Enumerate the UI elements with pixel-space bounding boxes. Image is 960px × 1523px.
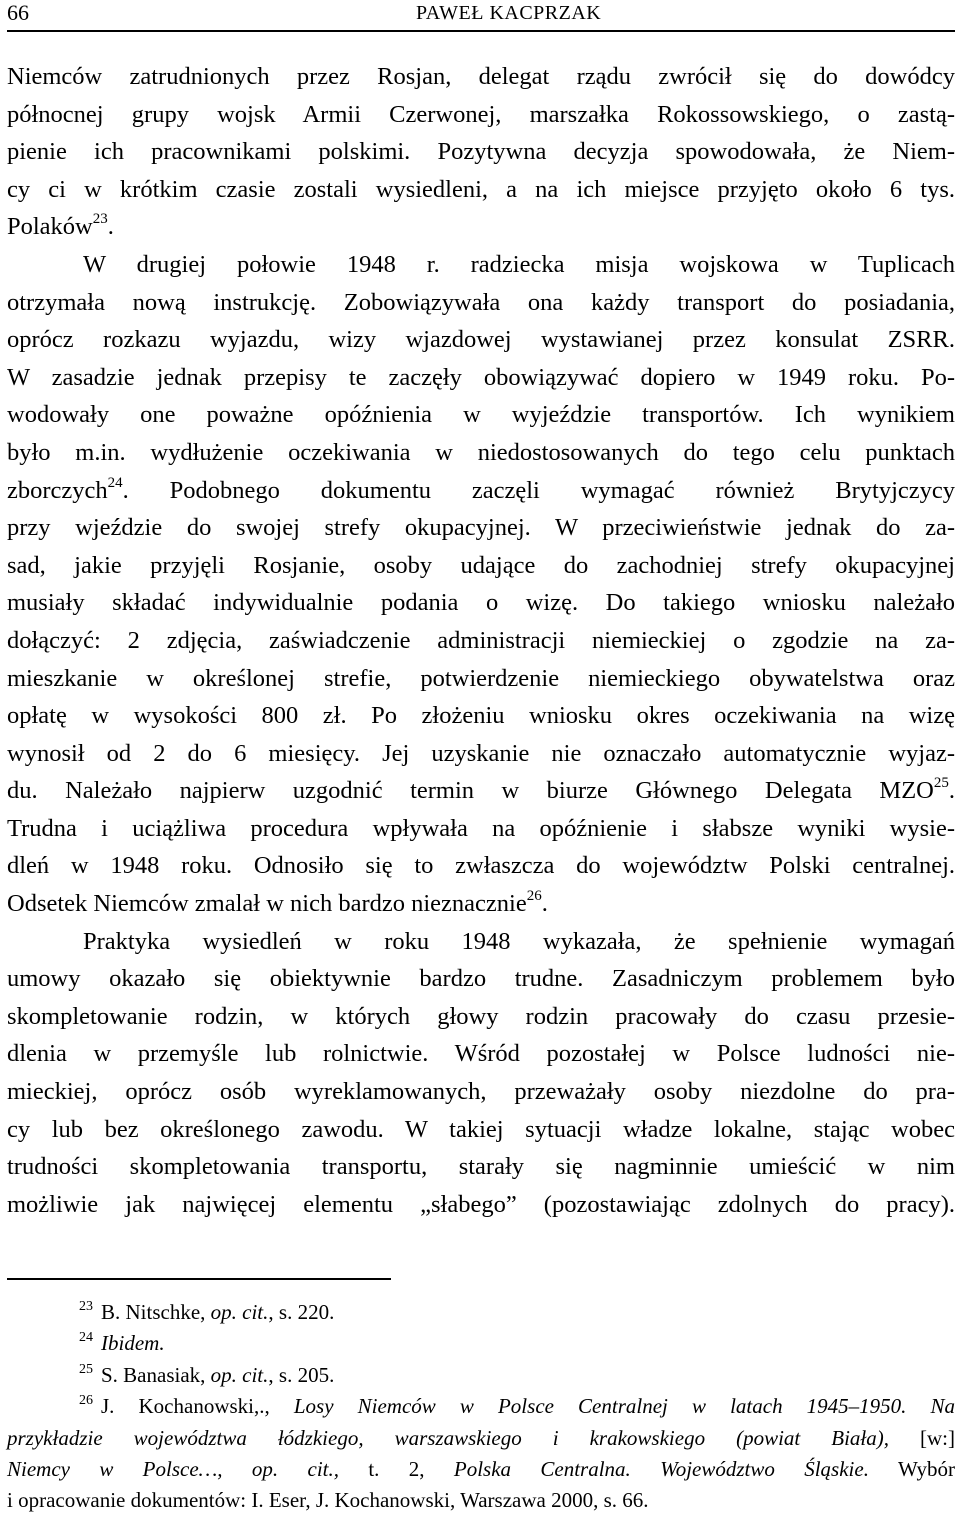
footnote-author: J. Kochanowski,., <box>101 1394 270 1419</box>
text-line: Trudna i uciążliwa procedura wpływała na opóźnienie i słabsze wyniki wysie- <box>7 814 955 842</box>
footnote-26 <box>7 1391 955 1422</box>
page-header <box>7 0 955 32</box>
footnote-citation: Niemcy w Polsce…, op. cit., <box>7 1456 339 1481</box>
text-line: cy lub bez określonego zawodu. W takiej sytuacji władze lokalne, stając wobec <box>7 1115 955 1143</box>
footnote-number: 24 <box>79 1330 93 1346</box>
text-line: dleń w 1948 roku. Odnosiło się to zwłaszcza do województw Polski centralnej. <box>7 852 955 880</box>
footnote-23 <box>7 1297 955 1328</box>
text-line: mieszkanie w określonej strefie, potwierdzenie niemieckiego obywatelstwa oraz <box>7 664 955 692</box>
footnote-26-line <box>7 1485 955 1516</box>
footnote-citation: Ibidem. <box>101 1331 165 1356</box>
footnote-citation: op. cit. <box>210 1300 269 1324</box>
text-line: północnej grupy wojsk Armii Czerwonej, marszałka Rokossowskiego, o zastą- <box>7 100 955 128</box>
text-line: du. Należało najpierw uzgodnić termin w biurze Głównego Delegata MZO$^{25}$. <box>7 775 955 805</box>
body-text <box>7 58 955 1223</box>
text-line: trudności skompletowania transportu, starały się nagminnie umieścić w nim <box>7 1153 955 1181</box>
text-line: oprócz rozkazu wyjazdu, wizy wjazdowej wystawianej przez konsulat ZSRR. <box>7 326 955 354</box>
text-line: opłatę w wysokości 800 zł. Po złożeniu wniosku okres oczekiwania na wizę <box>7 702 955 730</box>
footnote-number: 26 <box>79 1393 93 1409</box>
footnote-author: B. Nitschke, <box>101 1300 206 1324</box>
footnote-text: [w:] <box>920 1425 955 1450</box>
footnote-text: t. 2, <box>368 1456 425 1481</box>
footnote-citation: op. cit. <box>210 1362 269 1387</box>
text-line: sad, jakie przyjęli Rosjanie, osoby udające do zachodniej strefy okupacyjnej <box>7 551 955 579</box>
text-span: zborczych <box>7 476 108 504</box>
text-line: skompletowanie rodzin, w których głowy rodzin pracowały do czasu przesie- <box>7 1002 955 1030</box>
text-line: mieckiej, oprócz osób wyreklamowanych, przeważały osoby niezdolne do pra- <box>7 1078 955 1106</box>
text-line: otrzymała nową instrukcję. Zobowiązywała ona każdy transport do posiadania, <box>7 288 955 316</box>
text-line: przy wjeździe do swojej strefy okupacyjnej. W przeciwieństwie jednak do za- <box>7 514 955 542</box>
footnote-ref-25: 25 <box>933 775 949 792</box>
text-line: dołączyć: 2 zdjęcia, zaświadczenie administracji niemieckiej o zgodzie na za- <box>7 626 955 654</box>
text-line: Niemców zatrudnionych przez Rosjan, delegat rządu zwrócił się do dowódcy <box>7 63 955 90</box>
footnote-title: Polska Centralna. Województwo Śląskie. <box>453 1456 869 1481</box>
running-head: PAWEŁ KACPRZAK <box>416 2 602 24</box>
text-line: W zasadzie jednak przepisy te zaczęły obowiązywać dopiero w 1949 roku. Po- <box>7 363 955 391</box>
text-line: było m.in. wydłużenie oczekiwania w niedostosowanych do tego celu punktach <box>7 438 955 466</box>
footnotes <box>7 1297 955 1517</box>
footnote-26-line <box>7 1454 955 1485</box>
text-line: Praktyka wysiedleń w roku 1948 wykazała, że spełnienie wymagań <box>83 927 955 955</box>
footnote-pages: , s. 205. <box>268 1362 335 1387</box>
footnote-number: 23 <box>79 1299 93 1314</box>
footnote-author: S. Banasiak, <box>101 1362 206 1387</box>
footnote-number: 25 <box>79 1361 93 1377</box>
text-line: możliwie jak najwięcej elementu „słabego” (pozostawiając zdolnych do pracy). <box>7 1190 955 1218</box>
footnote-24 <box>7 1328 955 1359</box>
text-line: zborczych$^{24}$. Podobnego dokumentu zaczęli wymagać również Brytyjczycy <box>7 474 955 504</box>
text-line: dlenia w przemyśle lub rolnictwie. Wśród pozostałej w Polsce ludności nie- <box>7 1040 955 1068</box>
footnote-pages: , s. 220. <box>268 1300 335 1324</box>
footnote-25 <box>7 1360 955 1391</box>
text-line: Odsetek Niemców zmalał w nich bardzo nieznacznie$^{26}$. <box>7 888 548 918</box>
text-line: wodowały one poważne opóźnienia w wyjeździe transportów. Ich wynikiem <box>7 401 955 429</box>
text-span: du. Należało najpierw uzgodnić termin w biurze Głównego Delegata MZO <box>7 777 934 805</box>
footnote-ref-24: 24 <box>107 474 123 491</box>
text-line: Polaków$^{23}$. <box>7 211 114 241</box>
text-span: Podobnego dokumentu zaczęli wymagać również Brytyjczycy <box>169 476 955 504</box>
text-span: Polaków <box>7 213 93 241</box>
text-span: Odsetek Niemców zmalał w nich bardzo nieznacznie <box>7 890 527 918</box>
page-number: 66 <box>7 0 29 25</box>
text-line: musiały składać indywidualnie podania o wizę. Do takiego wniosku należało <box>7 589 955 617</box>
text-line: W drugiej połowie 1948 r. radziecka misja wojskowa w Tuplicach <box>83 250 955 278</box>
text-line: pienie ich pracownikami polskimi. Pozytywna decyzja spowodowała, że Niem- <box>7 138 955 166</box>
footnote-title: przykładzie województwa łódzkiego, warszawskiego i krakowskiego (powiat Biała), <box>7 1425 889 1450</box>
footnote-text: Wybór <box>897 1456 955 1481</box>
footnote-text: i opracowanie dokumentów: I. Eser, J. Kochanowski, Warszawa 2000, s. 66. <box>7 1488 649 1513</box>
text-line: wynosił od 2 do 6 miesięcy. Jej uzyskanie nie oznaczało automatycznie wyjaz- <box>7 739 955 767</box>
footnote-separator <box>7 1278 391 1280</box>
text-line: umowy okazało się obiektywnie bardzo trudne. Zasadniczym problemem było <box>7 965 955 993</box>
footnote-title: Losy Niemców w Polsce Centralnej w latach 1945–1950. Na <box>293 1394 956 1419</box>
footnote-ref-26: 26 <box>526 888 542 905</box>
text-line: cy ci w krótkim czasie zostali wysiedleni, a na ich miejsce przyjęto około 6 tys. <box>7 175 955 203</box>
footnote-26-line <box>7 1423 955 1454</box>
footnote-ref-23: 23 <box>92 211 108 228</box>
